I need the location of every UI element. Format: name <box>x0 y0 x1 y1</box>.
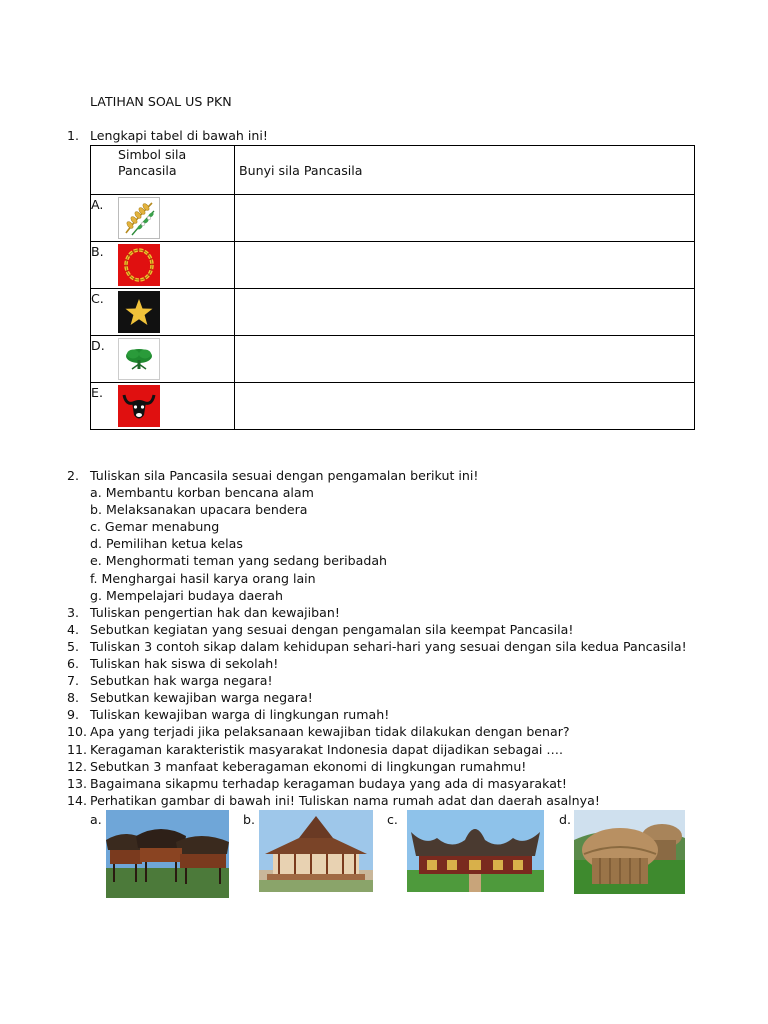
row-letter: D. <box>91 338 105 353</box>
list-item <box>67 723 570 740</box>
question-number: 9. <box>67 707 80 723</box>
question-text: Tuliskan kewajiban warga di lingkungan rumah! <box>90 707 390 723</box>
question-text: Tuliskan 3 contoh sikap dalam kehidupan sehari-hari yang sesuai dengan sila kedua Pancasila! <box>90 638 687 654</box>
question-text: Perhatikan gambar di bawah ini! Tuliskan nama rumah adat dan daerah asalnya! <box>90 792 600 808</box>
question-text: Tuliskan sila Pancasila sesuai dengan pengamalan berikut ini! <box>90 468 479 483</box>
rice-cotton-icon <box>118 197 160 239</box>
honai-house-image <box>574 810 685 894</box>
answer-cell[interactable] <box>235 383 695 430</box>
table-row <box>91 383 695 430</box>
pancasila-table <box>90 145 695 430</box>
question-number: 1. <box>67 128 80 143</box>
list-item <box>67 467 479 484</box>
question-list <box>67 467 687 809</box>
question-number: 13. <box>67 775 88 791</box>
picture-label: c. <box>387 812 398 827</box>
question-number: 8. <box>67 690 80 706</box>
question-text: Sebutkan kewajiban warga negara! <box>90 690 313 706</box>
question-number: 4. <box>67 621 80 637</box>
list-item <box>67 741 564 758</box>
question-number: 5. <box>67 638 80 654</box>
list-item <box>67 758 527 775</box>
question-text: Sebutkan kegiatan yang sesuai dengan pengamalan sila keempat Pancasila! <box>90 621 574 637</box>
question-number: 7. <box>67 673 80 689</box>
list-item <box>67 672 387 689</box>
picture-label: b. <box>243 812 255 827</box>
question-text: Sebutkan 3 manfaat keberagaman ekonomi di lingkungan rumahmu! <box>90 758 527 774</box>
answer-cell[interactable] <box>235 336 695 383</box>
header-sila: Bunyi sila Pancasila <box>235 146 695 195</box>
question-number: 14. <box>67 792 88 808</box>
joglo-house-image <box>259 810 373 892</box>
list-item <box>67 604 387 621</box>
sub-item: e. Menghormati teman yang sedang beribadah <box>90 553 388 569</box>
question-text: Tuliskan hak siswa di sekolah! <box>90 656 279 672</box>
sub-item: d. Pemilihan ketua kelas <box>90 536 243 552</box>
page-title: LATIHAN SOAL US PKN <box>90 94 232 109</box>
picture-label: a. <box>90 812 102 827</box>
question-text: Apa yang terjadi jika pelaksanaan kewajiban tidak dilakukan dengan benar? <box>90 724 570 740</box>
tongkonan-house-image <box>106 810 229 898</box>
question-text: Keragaman karakteristik masyarakat Indonesia dapat dijadikan sebagai …. <box>90 741 564 757</box>
sub-item: b. Melaksanakan upacara bendera <box>90 502 308 518</box>
sub-item: g. Mempelajari budaya daerah <box>90 587 283 603</box>
bull-head-icon <box>118 385 160 427</box>
list-item <box>67 655 387 672</box>
question-text: Tuliskan pengertian hak dan kewajiban! <box>90 604 340 620</box>
answer-cell[interactable] <box>235 289 695 336</box>
question-text: Bagaimana sikapmu terhadap keragaman budaya yang ada di masyarakat! <box>90 775 567 791</box>
picture-label: d. <box>559 812 571 827</box>
table-row <box>91 242 695 289</box>
list-item <box>67 792 600 809</box>
list-item <box>67 621 574 638</box>
row-letter: B. <box>91 244 104 259</box>
question-number: 11. <box>67 741 88 757</box>
row-letter: C. <box>91 291 104 306</box>
table-row <box>91 195 695 242</box>
question-number: 3. <box>67 604 80 620</box>
chain-icon <box>118 244 160 286</box>
question-number: 2. <box>67 468 80 483</box>
question-number: 12. <box>67 758 88 774</box>
list-item <box>67 775 567 792</box>
question-text: Lengkapi tabel di bawah ini! <box>90 128 268 143</box>
answer-cell[interactable] <box>235 242 695 289</box>
question-number: 10. <box>67 724 88 740</box>
table-row <box>91 289 695 336</box>
sub-item: c. Gemar menabung <box>90 519 220 535</box>
header-symbol: Simbol sila Pancasila <box>91 146 235 195</box>
question-text: Sebutkan hak warga negara! <box>90 673 273 689</box>
star-icon <box>118 291 160 333</box>
table-row <box>91 336 695 383</box>
gadang-house-image <box>407 810 544 892</box>
question-number: 6. <box>67 656 80 672</box>
row-letter: E. <box>91 385 103 400</box>
table-header-row <box>91 146 695 195</box>
row-letter: A. <box>91 197 104 212</box>
sub-item: a. Membantu korban bencana alam <box>90 485 314 501</box>
list-item <box>67 638 687 655</box>
answer-cell[interactable] <box>235 195 695 242</box>
banyan-tree-icon <box>118 338 160 380</box>
list-item <box>67 689 387 706</box>
sub-item: f. Menghargai hasil karya orang lain <box>90 570 316 586</box>
list-item <box>67 706 390 723</box>
